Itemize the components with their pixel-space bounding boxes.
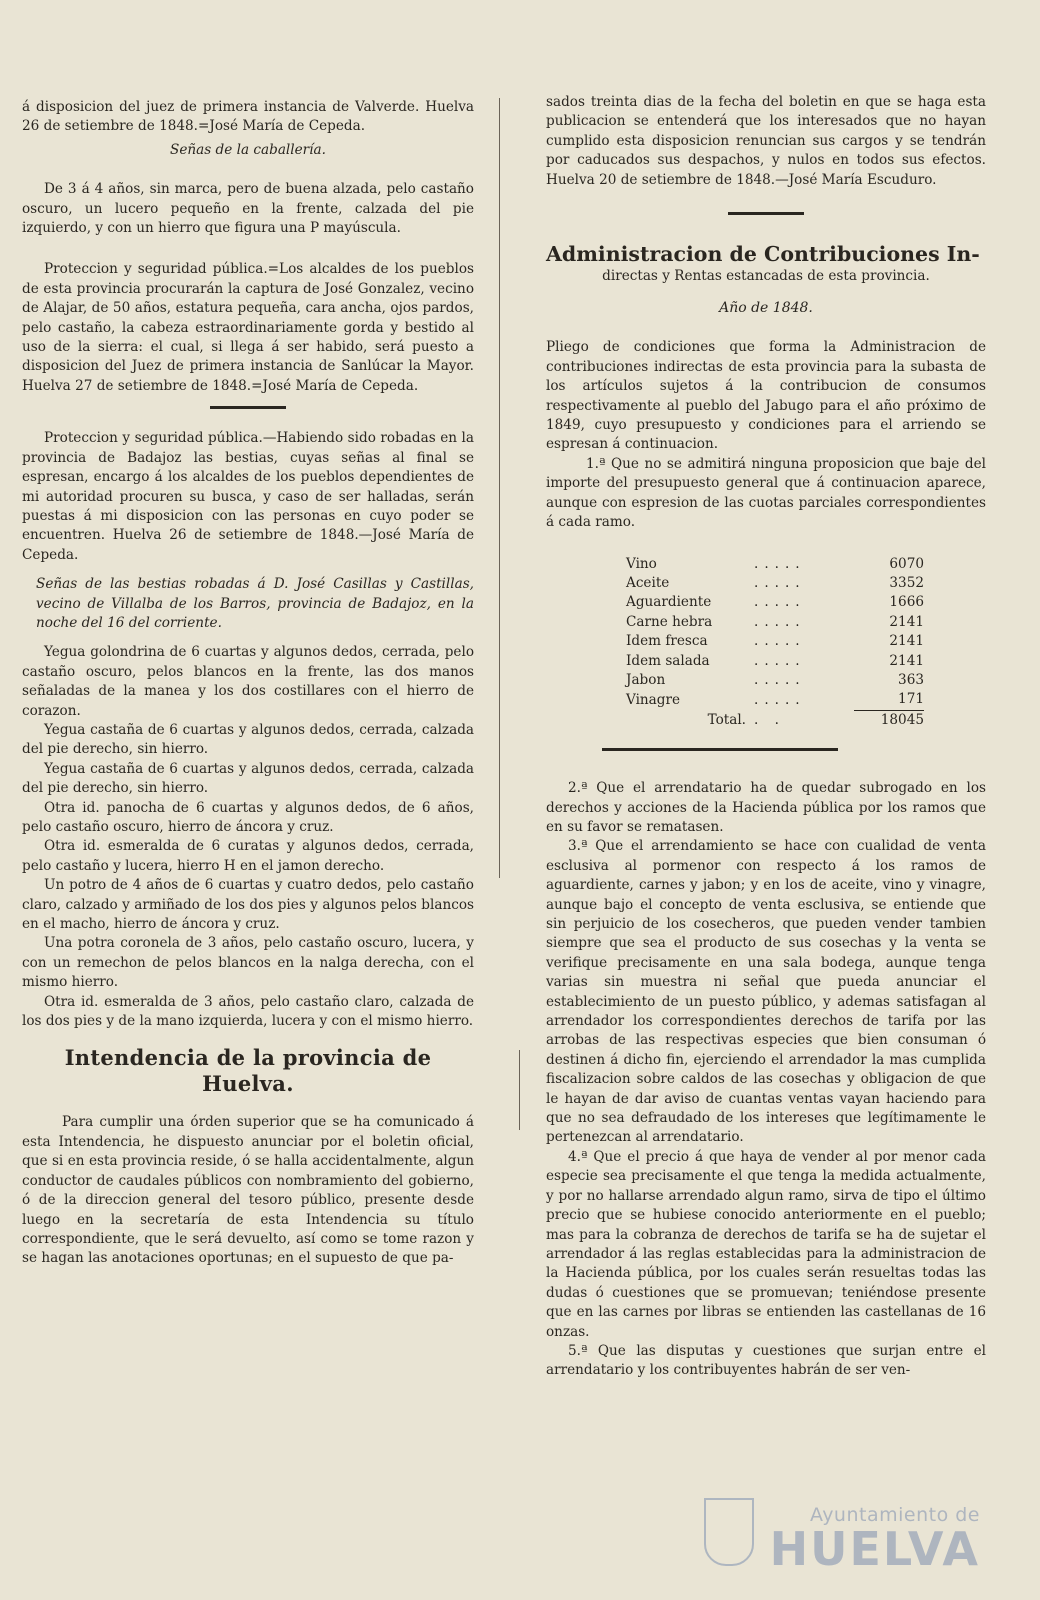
paragraph-valverde: á disposicion del juez de primera instancia de Valverde. Huelva 26 de setiembre de 1848.=José María de Cepeda. <box>22 99 474 135</box>
column-divider-lower <box>519 1050 520 1130</box>
animal-item-8: Otra id. esmeralda de 3 años, pelo castaño claro, calzada de los dos pies y de la mano izquierda, lucera y con el mismo hierro. <box>22 993 474 1030</box>
animal-item-4: Otra id. panocha de 6 cuartas y algunos dedos, de 6 años, pelo castaño oscuro, hierro de áncora y cruz. <box>22 799 474 835</box>
budget-row: Vino ..... 6070 <box>626 555 924 574</box>
heading-intendencia: Intendencia de la provincia de Huelva. <box>64 1045 432 1097</box>
watermark-line-1: Ayuntamiento de <box>809 1504 980 1526</box>
column-divider <box>499 98 500 878</box>
animal-item-2: Yegua castaña de 6 cuartas y algunos dedos, cerrada, calzada del pie derecho, sin hierro. <box>22 721 474 758</box>
heading-year: Año de 1848. <box>719 300 813 317</box>
condition-1: 1.ª Que no se admitirá ninguna proposicion que baje del importe del presupuesto general que á continuacion aparece, aunque con espresion de las cuotas parciales correspondientes á cada ramo. <box>546 455 986 531</box>
heading-administracion-sub: directas y Rentas estancadas de esta provincia. <box>602 268 930 285</box>
paragraph-intendencia: Para cumplir una órden superior que se ha comunicado á esta Intendencia, he dispuesto anunciar por el boletin oficial, que si en esta provincia reside, ó se halla accidentalmente, algun conductor de caudales públicos con nombramiento del gobierno, ó de la direccion general del tesoro público, presente desde luego en la secretaría de esta Intendencia su título correspondiente, que le será devuelto, así como se tome razon y se hagan las anotaciones oportunas; en el supuesto de que pa- <box>22 1114 474 1267</box>
budget-item-value: 2141 <box>889 613 924 630</box>
watermark <box>769 1504 980 1576</box>
paragraph-horse-description: De 3 á 4 años, sin marca, pero de buena alzada, pelo castaño oscuro, un lucero pequeño en la frente, calzada del pie izquierdo, y con un hierro que figura una P mayúscula. <box>22 181 474 237</box>
budget-item-label: Jabon <box>626 671 666 688</box>
animal-item-5: Otra id. esmeralda de 6 curatas y algunos dedos, cerrada, pelo castaño y lucera, hierro H en el jamon derecho. <box>22 838 474 874</box>
budget-row: Aguardiente ..... 1666 <box>626 593 924 612</box>
budget-item-value: 3352 <box>889 574 924 591</box>
condition-5: 5.ª Que las disputas y cuestiones que surjan entre el arrendatario y los contribuyentes habrán de ser ven- <box>546 1342 986 1379</box>
budget-item-value: 2141 <box>889 652 924 669</box>
budget-item-value: 6070 <box>889 555 924 572</box>
heading-senas-bestias: Señas de las bestias robadas á D. José Casillas y Castillas, vecino de Villalba de los Barros, provincia de Badajoz, en la noche del 16 del corriente. <box>36 576 474 631</box>
budget-item-value: 171 <box>854 690 924 710</box>
budget-item-label: Carne hebra <box>626 613 713 630</box>
section-divider <box>602 748 838 751</box>
budget-total-label: Total. <box>707 711 746 728</box>
budget-row: Idem fresca ..... 2141 <box>626 632 924 651</box>
animal-item-7: Una potra coronela de 3 años, pelo castaño oscuro, lucera, y con un remechon de pelos blancos en la nalga derecha, con el mismo hierro. <box>22 935 474 991</box>
heading-senas-caballeria: Señas de la caballería. <box>170 141 326 158</box>
animal-item-6: Un potro de 4 años de 6 cuartas y cuatro dedos, pelo castaño claro, calzado y armiñado de los dos pies y algunos pelos blancos en el macho, hierro de áncora y cruz. <box>22 877 474 933</box>
budget-item-label: Vino <box>626 555 657 572</box>
budget-item-value: 2141 <box>889 633 924 650</box>
left-column <box>22 98 474 1269</box>
right-column <box>546 93 986 1381</box>
budget-item-label: Idem fresca <box>626 633 708 650</box>
section-divider <box>210 406 286 409</box>
budget-item-value: 363 <box>898 671 924 688</box>
budget-row: Carne hebra ..... 2141 <box>626 613 924 632</box>
budget-total-value: 18045 <box>880 711 924 728</box>
budget-row: Jabon ..... 363 <box>626 671 924 690</box>
condition-3: 3.ª Que el arrendamiento se hace con cualidad de venta esclusiva al pormenor con respecto á los ramos de aguardiente, carnes y jabon; y en los de aceite, vino y vinagre, aunque bajo el concepto de venta esclusiva, se entiende que sin perjuicio de los cosecheros, que pueden vender tambien siempre que sea el producto de sus cosechas y la venta se verifique precisamente en una sala bodega, aunque tenga varias sin muestra ni señal que pueda anunciar el establecimiento de un puesto público, y ademas satisfagan al arrendador los correspondientes derechos de tarifa por las arrobas de las respectivas especies que bien consuman ó destinen á dicho fin, ejerciendo el arrendador la mas cumplida fiscalizacion sobre caldos de las cosechas y obligacion de que le hayan de dar aviso de cuantas ventas vayan haciendo para que no sea defraudado de los intereses que legítimamente le pertenezcan al arrendatario. <box>546 838 986 1146</box>
animal-item-1: Yegua golondrina de 6 cuartas y algunos dedos, cerrada, pelo castaño oscuro, pelos blancos en la frente, las dos manos señaladas de la manea y los dos costillares con el hierro de corazon. <box>22 644 474 719</box>
budget-item-label: Aceite <box>626 574 670 591</box>
budget-row: Idem salada ..... 2141 <box>626 652 924 671</box>
section-divider <box>728 212 804 215</box>
budget-row: Aceite ..... 3352 <box>626 574 924 593</box>
animal-item-3: Yegua castaña de 6 cuartas y algunos dedos, cerrada, calzada del pie derecho, sin hierro. <box>22 760 474 797</box>
budget-row: Vinagre ..... 171 <box>626 690 924 710</box>
paragraph-jose-gonzalez: Proteccion y seguridad pública.=Los alcaldes de los pueblos de esta provincia procurarán la captura de José Gonzalez, vecino de Alajar, de 50 años, estatura pequeña, cara ancha, ojos pardos, pelo castaño, la cabeza estraordinariamente gorda y bestido al uso de la sierra: el cual, si llega á ser habido, será puesto a disposicion del Juez de primera instancia de Sanlúcar la Mayor. Huelva 27 de setiembre de 1848.=José María de Cepeda. <box>22 261 474 394</box>
budget-item-label: Idem salada <box>626 652 710 669</box>
watermark-line-2: HUELVA <box>769 1522 980 1576</box>
condition-2: 2.ª Que el arrendatario ha de quedar subrogado en los derechos y acciones de la Hacienda pública por los ramos que en su favor se rematasen. <box>546 780 986 835</box>
paragraph-conductores: sados treinta dias de la fecha del boletin en que se haga esta publicacion se entenderá que los interesados que no hayan cumplido esta disposicion renuncian sus cargos y se tendrán por caducados sus despachos, y nulos en todos sus efectos. Huelva 20 de setiembre de 1848.—José María Escuduro. <box>546 94 986 188</box>
crest-watermark-icon <box>704 1498 754 1566</box>
budget-table <box>626 555 924 731</box>
budget-item-value: 1666 <box>889 594 924 611</box>
paragraph-pliego: Pliego de condiciones que forma la Administracion de contribuciones indirectas de esta provincia para la subasta de los artículos sujetos á la contribucion de consumos respectivamente al pueblo del Jabugo para el año próximo de 1849, cuyo presupuesto y condiciones para el arriendo se espresan á continuacion. <box>546 339 986 453</box>
condition-4: 4.ª Que el precio á que haya de vender al por menor cada especie sea precisamente el que tenga la medida actualmente, y por no hallarse arrendado algun ramo, sirva de tipo el último precio que se hubiese conocido anteriormente en el pueblo; mas para la cobranza de derechos de tarifa se ha de sujetar el arrendador á las reglas establecidas para la administracion de la Hacienda pública, por los cuales serán resueltas todas las dudas ó cuestiones que se promuevan; teniéndose presente que en las carnes por libras se entienden las castellanas de 16 onzas. <box>546 1148 986 1340</box>
paragraph-stolen-animals: Proteccion y seguridad pública.—Habiendo sido robadas en la provincia de Badajoz las bestias, cuyas señas al final se espresan, encargo á los alcaldes de los pueblos dependientes de mi autoridad procuren su busca, y caso de ser halladas, serán puestas á mi disposicion con las personas en cuyo poder se encuentren. Huelva 26 de setiembre de 1848.—José María de Cepeda. <box>22 430 474 563</box>
budget-item-label: Aguardiente <box>626 594 712 611</box>
heading-administracion: Administracion de Contribuciones In- <box>546 242 980 267</box>
budget-item-label: Vinagre <box>626 691 681 708</box>
budget-total-row: Total. . . 18045 <box>626 710 924 730</box>
